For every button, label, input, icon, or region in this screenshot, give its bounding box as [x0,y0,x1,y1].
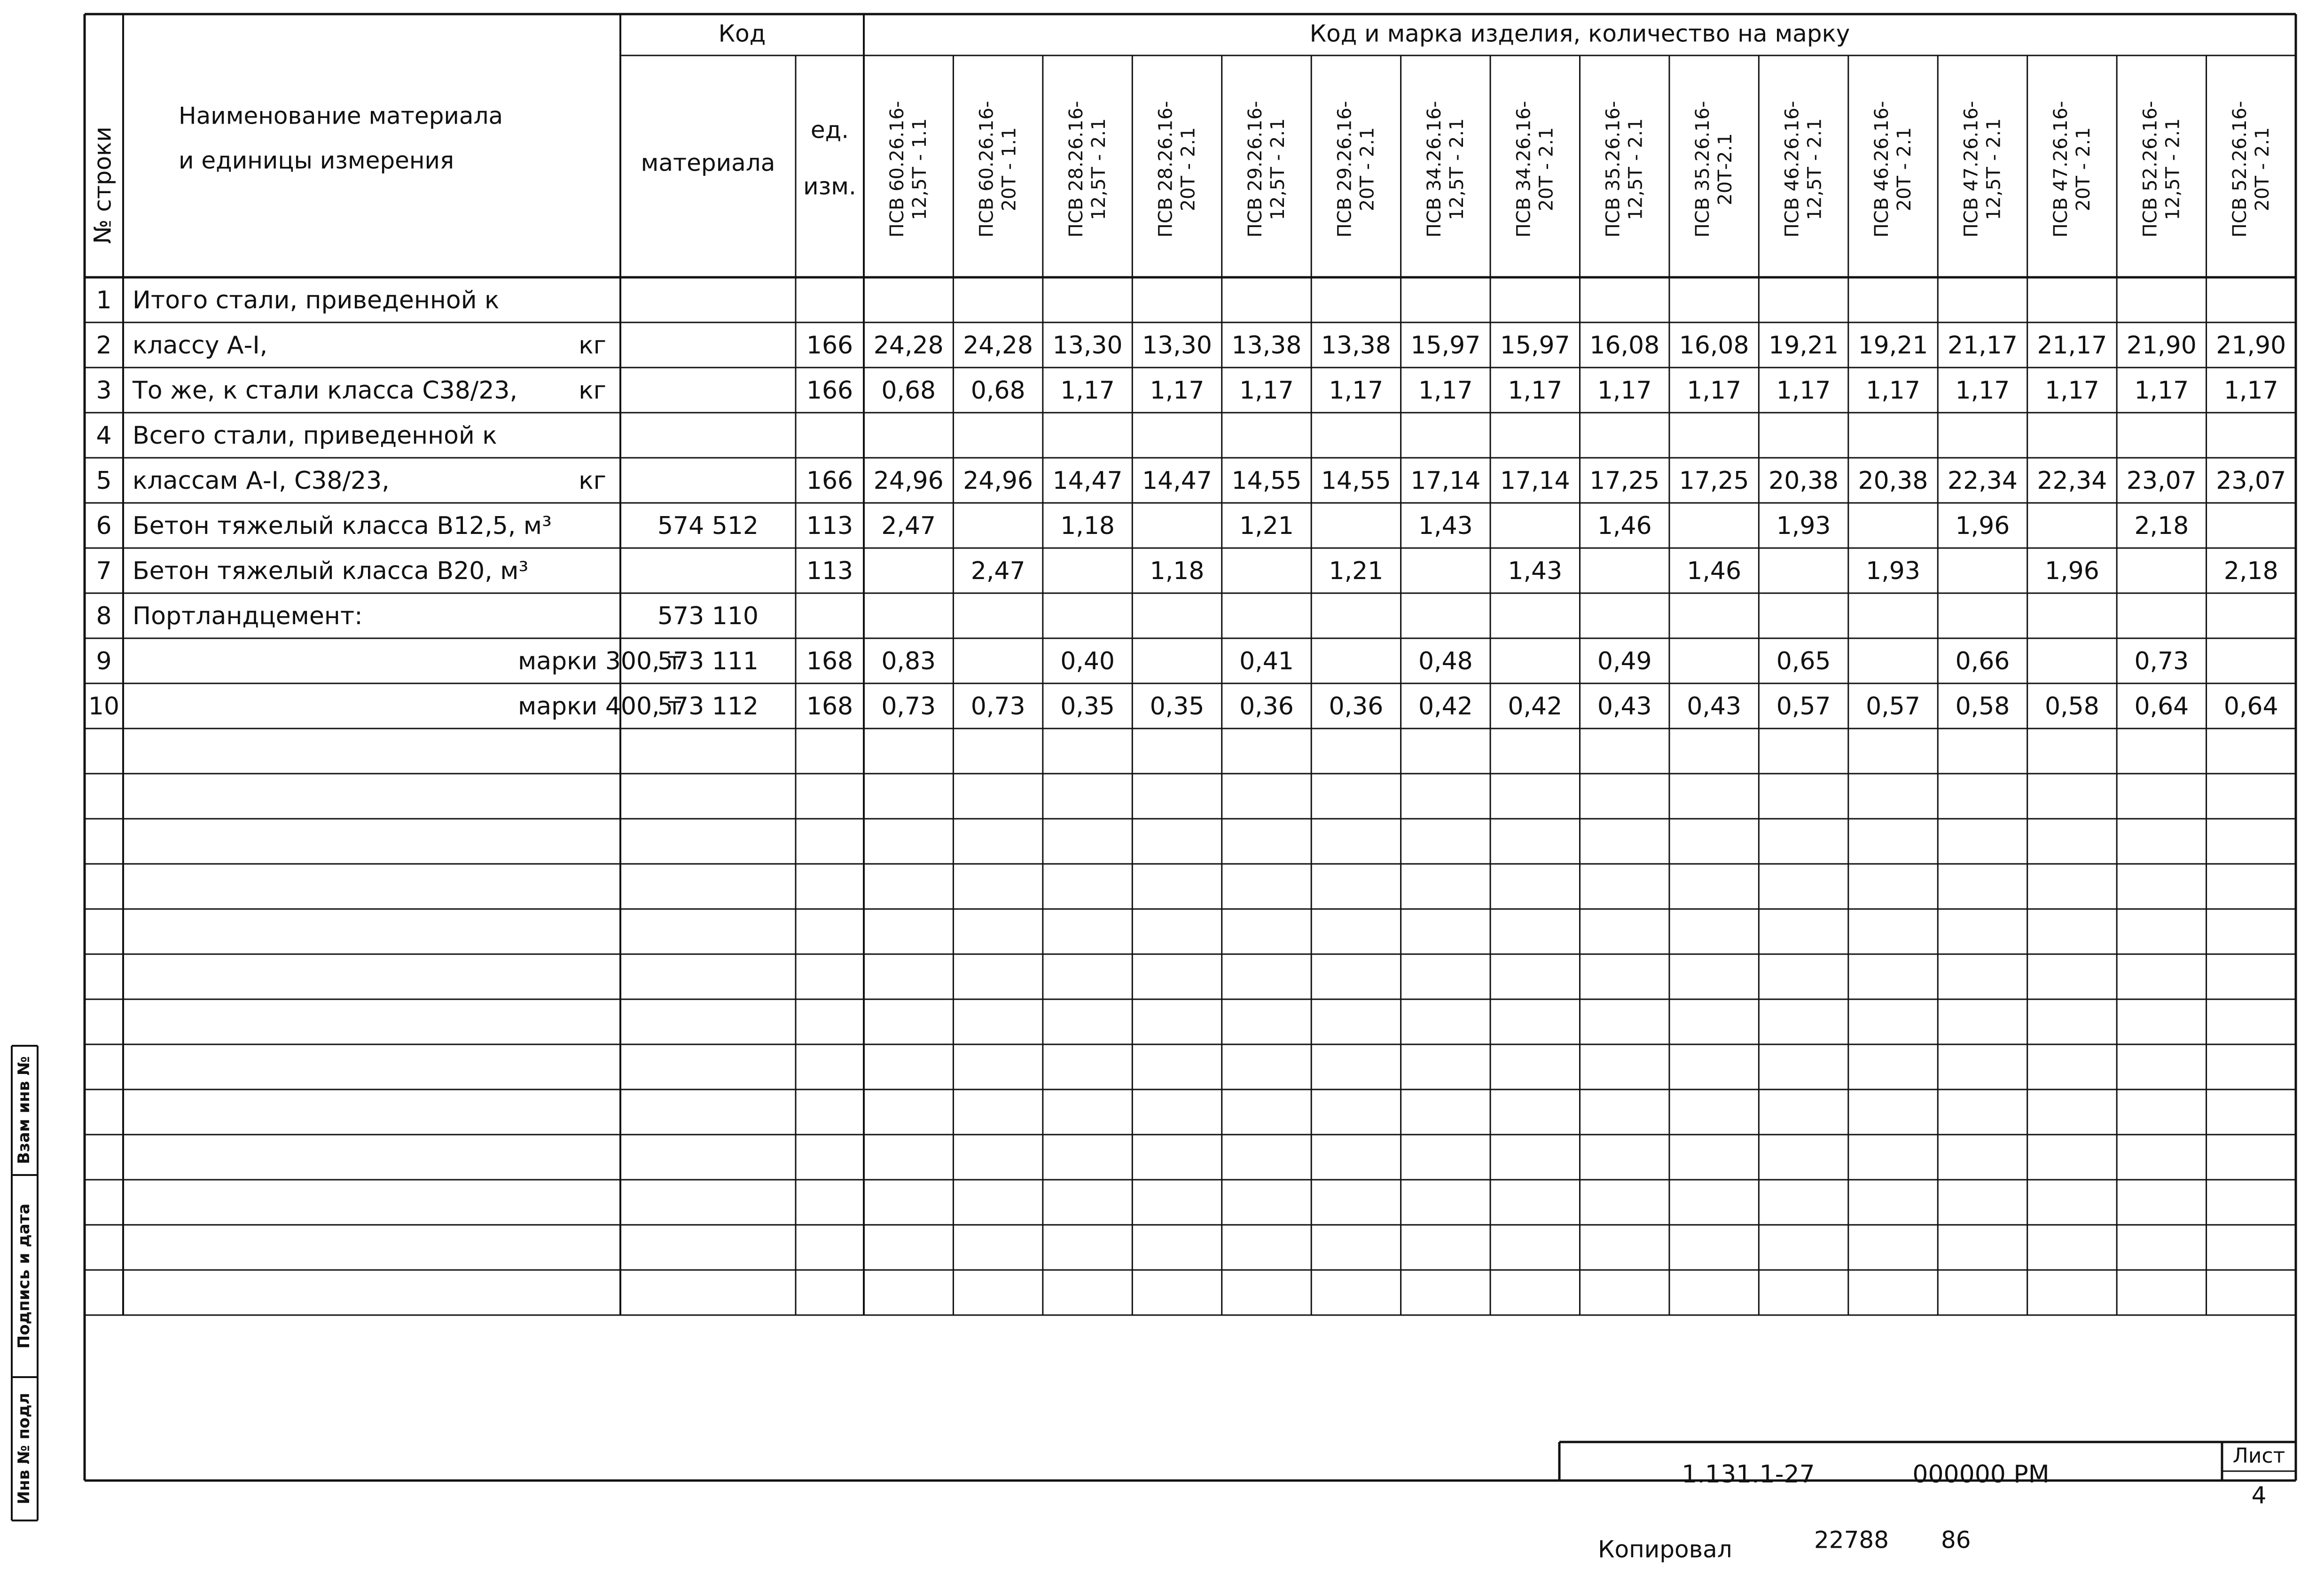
product-mark-line1: ПСВ 46.26.16- [1871,101,1893,238]
unit-code: 168 [806,692,853,721]
quantity-cell: 1,17 [1508,376,1563,405]
product-mark-line2: 20Т-2.1 [1714,133,1737,205]
quantity-cell: 1,17 [2045,376,2099,405]
material-name: классам А-I, С38/23, [133,467,390,495]
product-mark-line1: ПСВ 52.26.16- [2229,101,2251,238]
product-mark-line1: ПСВ 28.26.16- [1155,101,1177,238]
quantity-cell: 13,30 [1142,331,1212,360]
code-group-header: Код [718,20,766,47]
copy-year: 86 [1941,1526,1971,1554]
row-number: 10 [88,692,120,721]
quantity-cell: 0,40 [1060,647,1115,675]
quantity-cell: 0,68 [970,376,1025,405]
quantity-cell: 17,14 [1410,467,1481,495]
unit-code: 166 [806,376,853,405]
quantity-cell: 21,90 [2216,331,2286,360]
quantity-cell: 19,21 [1858,331,1928,360]
row-number: 1 [96,286,112,314]
product-mark-line1: ПСВ 28.26.16- [1065,101,1088,238]
product-mark-line1: ПСВ 60.26.16- [886,101,908,238]
product-mark-line2: 20Т - 2.1 [1356,127,1378,212]
quantity-cell: 13,38 [1231,331,1302,360]
product-mark-line2: 12,5Т - 2.1 [1983,118,2005,220]
quantity-cell: 14,47 [1052,467,1123,495]
product-group-header: Код и марка изделия, количество на марку [1309,20,1850,47]
material-code: 573 112 [657,692,759,721]
unit-header-line1: ед. [810,116,849,144]
quantity-cell: 1,17 [2134,376,2189,405]
quantity-cell: 1,43 [1508,557,1563,585]
quantity-cell: 0,35 [1060,692,1115,721]
unit-code: 166 [806,467,853,495]
quantity-cell: 1,17 [2223,376,2278,405]
quantity-cell: 0,41 [1239,647,1294,675]
quantity-cell: 17,25 [1589,467,1660,495]
document-code: 1.131.1-27 [1682,1460,1815,1489]
quantity-cell: 0,73 [970,692,1025,721]
row-number: 5 [96,467,112,495]
quantity-cell: 1,18 [1060,512,1115,540]
quantity-cell: 0,48 [1418,647,1473,675]
quantity-cell: 15,97 [1500,331,1570,360]
quantity-cell: 1,21 [1239,512,1294,540]
table-text [15,20,2286,1563]
material-name: Портландцемент: [133,602,363,630]
product-mark-line2: 12,5Т - 2.1 [1267,118,1289,220]
quantity-cell: 0,64 [2134,692,2189,721]
quantity-cell: 14,55 [1321,467,1391,495]
quantity-cell: 24,28 [963,331,1033,360]
material-unit-label: кг [579,331,606,360]
quantity-cell: 0,66 [1955,647,2010,675]
product-mark-line1: ПСВ 35.26.16- [1602,101,1624,238]
row-number: 9 [96,647,112,675]
row-number: 6 [96,512,112,540]
quantity-cell: 0,57 [1776,692,1831,721]
quantity-cell: 13,30 [1052,331,1123,360]
code-material-header: материала [641,149,775,177]
quantity-cell: 1,17 [1687,376,1742,405]
material-name: Итого стали, приведенной к [133,286,500,314]
quantity-cell: 0,83 [881,647,936,675]
side-stamp-vzam-inv: Взам инв № [15,1056,33,1164]
product-mark-line2: 12,5Т - 1.1 [909,118,931,220]
material-name: Бетон тяжелый класса В20, м³ [133,557,529,585]
quantity-cell: 16,08 [1589,331,1660,360]
quantity-cell: 19,21 [1768,331,1839,360]
product-mark-line2: 20Т - 2.1 [1894,127,1916,212]
quantity-cell: 13,38 [1321,331,1391,360]
product-mark-line1: ПСВ 47.26.16- [2050,101,2072,238]
quantity-cell: 2,47 [881,512,936,540]
quantity-cell: 1,17 [1866,376,1920,405]
product-mark-line2: 12,5Т - 2.1 [1446,118,1468,220]
unit-code: 113 [806,557,853,585]
row-number: 7 [96,557,112,585]
quantity-cell: 1,93 [1866,557,1920,585]
material-unit-label: кг [579,376,606,405]
quantity-cell: 23,07 [2126,467,2197,495]
copy-number: 22788 [1814,1526,1889,1554]
sheet-number: 4 [2251,1481,2267,1509]
quantity-cell: 2,18 [2223,557,2278,585]
product-mark-line2: 20Т - 2.1 [1535,127,1557,212]
product-mark-line1: ПСВ 34.26.16- [1423,101,1445,238]
product-mark-line1: ПСВ 52.26.16- [2139,101,2161,238]
quantity-cell: 24,96 [873,467,944,495]
product-mark-line1: ПСВ 29.26.16- [1334,101,1356,238]
product-mark-line2: 12,5Т - 2.1 [1804,118,1826,220]
quantity-cell: 16,08 [1679,331,1749,360]
quantity-cell: 0,36 [1239,692,1294,721]
quantity-cell: 2,47 [970,557,1025,585]
quantity-cell: 0,42 [1508,692,1563,721]
row-number: 3 [96,376,112,405]
quantity-cell: 21,90 [2126,331,2197,360]
quantity-cell: 1,96 [1955,512,2010,540]
quantity-cell: 20,38 [1768,467,1839,495]
quantity-cell: 1,17 [1597,376,1652,405]
quantity-cell: 17,14 [1500,467,1570,495]
unit-code: 166 [806,331,853,360]
quantity-cell: 17,25 [1679,467,1749,495]
quantity-cell: 0,35 [1150,692,1205,721]
quantity-cell: 0,42 [1418,692,1473,721]
row-number: 2 [96,331,112,360]
product-mark-line1: ПСВ 35.26.16- [1692,101,1714,238]
product-mark-line1: ПСВ 46.26.16- [1781,101,1803,238]
material-name: То же, к стали класса С38/23, [133,376,518,405]
side-stamp-inv-podl: Инв № подл [15,1393,33,1504]
quantity-cell: 1,17 [1239,376,1294,405]
quantity-cell: 22,34 [2037,467,2107,495]
quantity-cell: 0,73 [881,692,936,721]
document-suffix: 000000 РМ [1912,1460,2050,1489]
quantity-cell: 1,96 [2045,557,2099,585]
quantity-cell: 0,68 [881,376,936,405]
material-name: Всего стали, приведенной к [133,422,497,450]
quantity-cell: 0,43 [1597,692,1652,721]
material-name: марки 300, т [518,647,682,675]
product-mark-line2: 12,5Т - 2.1 [1625,118,1647,220]
quantity-cell: 1,18 [1150,557,1205,585]
product-mark-line1: ПСВ 47.26.16- [1960,101,1982,238]
quantity-cell: 1,43 [1418,512,1473,540]
quantity-cell: 23,07 [2216,467,2286,495]
product-mark-line2: 20Т - 2.1 [2072,127,2094,212]
quantity-cell: 20,38 [1858,467,1928,495]
unit-header-line2: изм. [803,172,856,200]
quantity-cell: 0,73 [2134,647,2189,675]
quantity-cell: 0,58 [2045,692,2099,721]
material-code: 573 110 [657,602,759,630]
quantity-cell: 1,46 [1597,512,1652,540]
quantity-cell: 0,43 [1687,692,1742,721]
quantity-cell: 15,97 [1410,331,1481,360]
product-mark-line2: 20Т - 2.1 [1177,127,1199,212]
quantity-cell: 14,55 [1231,467,1302,495]
quantity-cell: 0,58 [1955,692,2010,721]
quantity-cell: 1,17 [1150,376,1205,405]
product-mark-line2: 20Т - 2.1 [2251,127,2273,212]
quantity-cell: 24,96 [963,467,1033,495]
name-header-line1: Наименование материала [179,102,503,130]
quantity-cell: 1,17 [1418,376,1473,405]
quantity-cell: 22,34 [1948,467,2018,495]
material-unit-label: кг [579,467,606,495]
product-mark-line1: ПСВ 34.26.16- [1513,101,1535,238]
quantity-cell: 21,17 [2037,331,2107,360]
unit-code: 168 [806,647,853,675]
row-number: 4 [96,422,112,450]
product-mark-line2: 12,5Т - 2.1 [1088,118,1110,220]
product-mark-line1: ПСВ 29.26.16- [1244,101,1266,238]
copied-label: Копировал [1598,1536,1732,1563]
quantity-cell: 1,17 [1955,376,2010,405]
quantity-cell: 1,17 [1329,376,1384,405]
quantity-cell: 1,93 [1776,512,1831,540]
sheet-label: Лист [2232,1444,2285,1468]
quantity-cell: 0,64 [2223,692,2278,721]
material-name: марки 400, т [518,692,682,721]
quantity-cell: 21,17 [1948,331,2018,360]
material-name: классу А-I, [133,331,268,360]
quantity-cell: 14,47 [1142,467,1212,495]
side-stamp-sign-date: Подпись и дата [15,1203,33,1349]
unit-code: 113 [806,512,853,540]
quantity-cell: 1,21 [1329,557,1384,585]
quantity-cell: 24,28 [873,331,944,360]
material-code: 574 512 [657,512,759,540]
material-code: 573 111 [657,647,759,675]
quantity-cell: 0,65 [1776,647,1831,675]
quantity-cell: 0,36 [1329,692,1384,721]
quantity-cell: 0,57 [1866,692,1920,721]
product-mark-line2: 20Т - 1.1 [998,127,1020,212]
table-grid [12,14,2296,1520]
row-number: 8 [96,602,112,630]
material-name: Бетон тяжелый класса В12,5, м³ [133,512,552,540]
quantity-cell: 0,49 [1597,647,1652,675]
quantity-cell: 2,18 [2134,512,2189,540]
quantity-cell: 1,17 [1776,376,1831,405]
product-mark-line1: ПСВ 60.26.16- [976,101,998,238]
row-no-header: № строки [89,126,117,244]
name-header-line2: и единицы измерения [179,147,454,174]
product-mark-line2: 12,5Т - 2.1 [2162,118,2184,220]
quantity-cell: 1,17 [1060,376,1115,405]
quantity-cell: 1,46 [1687,557,1742,585]
